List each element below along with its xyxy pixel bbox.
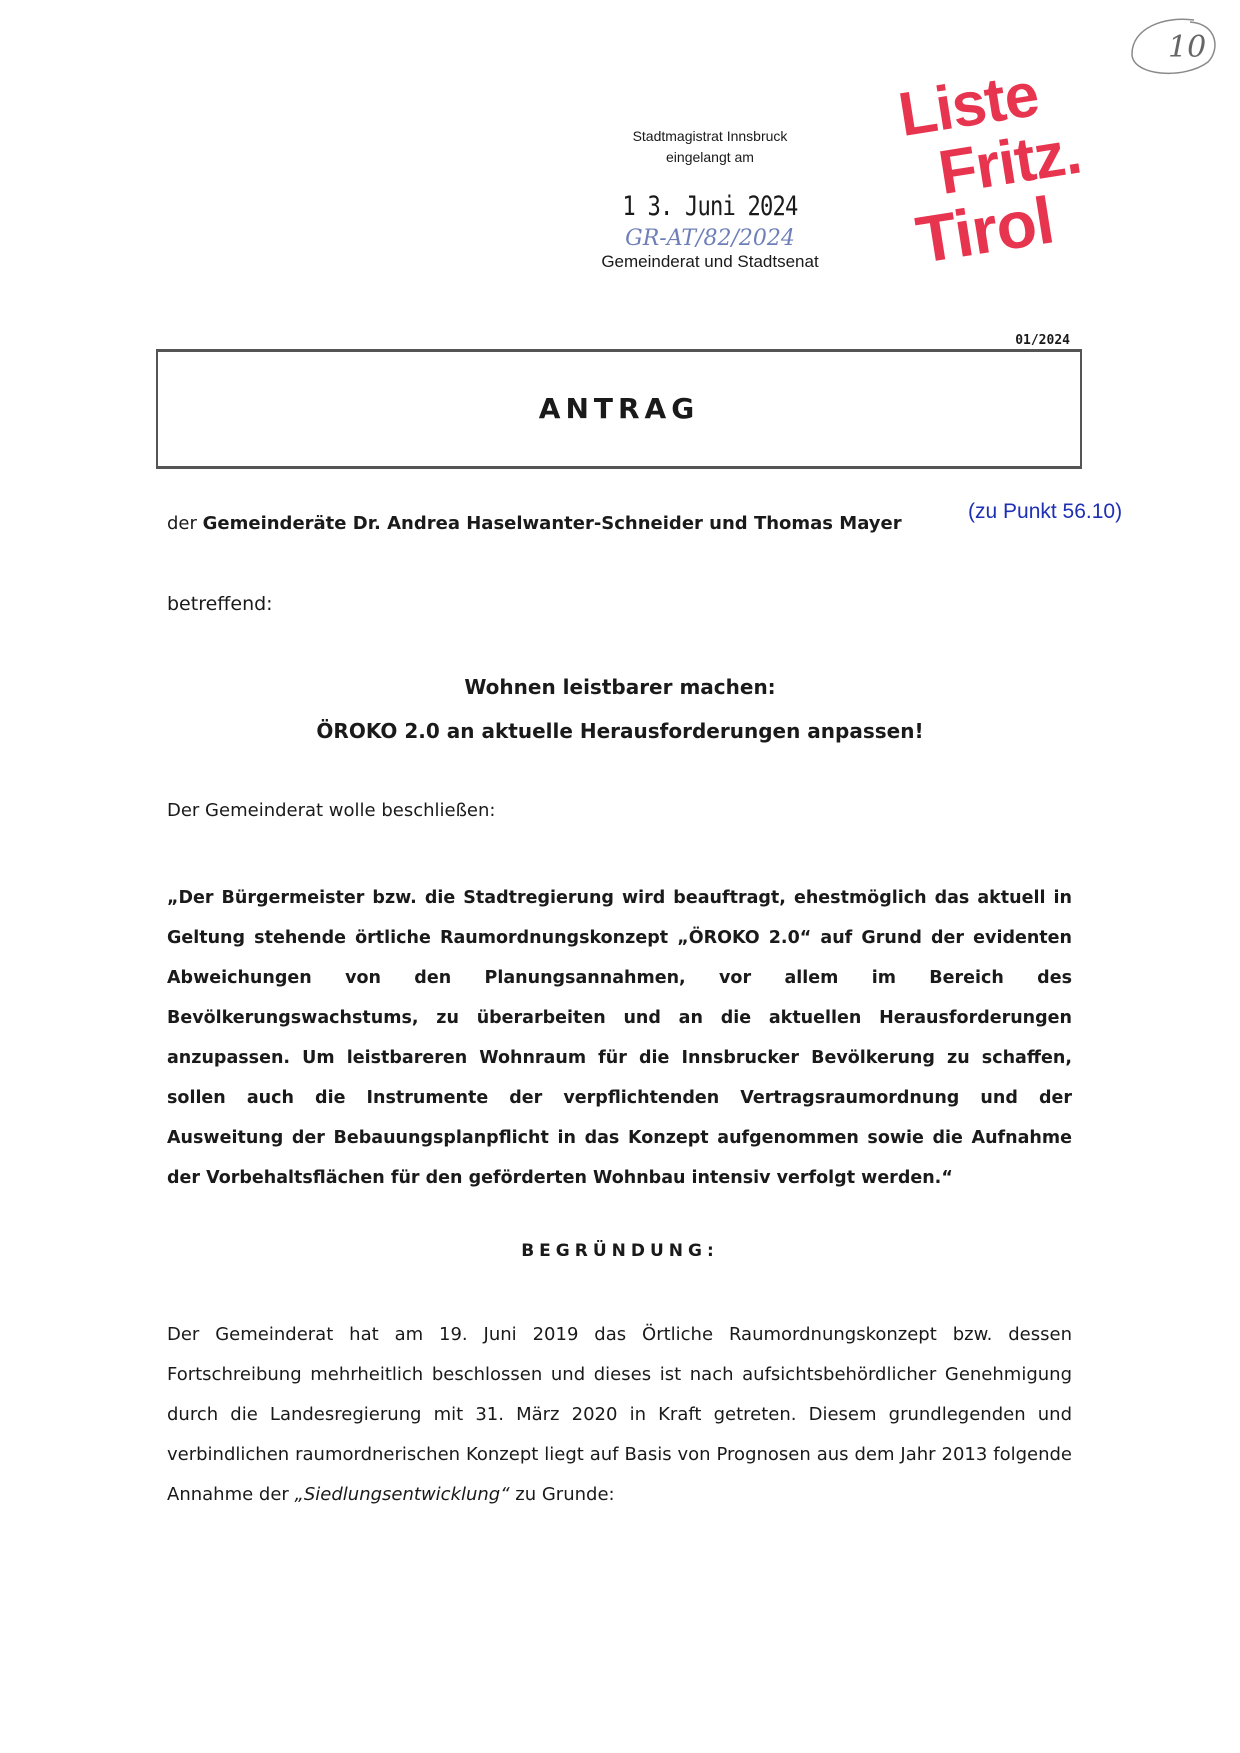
reasoning-text-after: zu Grunde:: [509, 1484, 615, 1505]
resolution-intro: Der Gemeinderat wolle beschließen:: [167, 800, 496, 821]
stamp-received-label: eingelangt am: [666, 149, 754, 165]
stamp-authority: Stadtmagistrat Innsbruck: [632, 128, 788, 144]
concerning-label: betreffend:: [167, 593, 273, 615]
logo-word-liste: Liste: [894, 60, 1043, 151]
reasoning-paragraph: [167, 1315, 1072, 1515]
agenda-reference: (zu Punkt 56.10): [968, 500, 1123, 523]
proposer-prefix: der: [167, 513, 203, 534]
logo-word-tirol: Tirol: [911, 182, 1058, 278]
stamp-department: Gemeinderat und Stadtsenat: [601, 252, 819, 271]
reasoning-heading: BEGRÜNDUNG:: [521, 1241, 719, 1261]
document-number: 01/2024: [1015, 333, 1070, 348]
handwritten-page-mark: [1124, 14, 1220, 82]
stamp-reference-handwritten: GR-AT/82/2024: [625, 226, 795, 251]
proposer-names: Gemeinderäte Dr. Andrea Haselwanter-Schneider und Thomas Mayer: [202, 513, 902, 534]
reasoning-emphasis: „Siedlungsentwicklung“: [294, 1484, 510, 1505]
page-mark-number: 10: [1168, 30, 1207, 65]
party-logo: [894, 60, 1165, 290]
reasoning-text-before: Der Gemeinderat hat am 19. Juni 2019 das Örtliche Raumordnungskonzept bzw. dessen Fortschreibung mehrheitlich beschlossen und dieses ist nach aufsichtsbehördlicher Genehmigung durch die Landesregierung mit 31. März 2020 in Kraft getreten. Diesem grundlegenden und verbindlichen raumordnerischen Konzept liegt auf Basis von Prognosen aus dem Jahr 2013 folgende Annahme der: [167, 1324, 1072, 1505]
motion-text: „Der Bürgermeister bzw. die Stadtregierung wird beauftragt, ehestmöglich das aktuell in Geltung stehende örtliche Raumordnungskonzept „ÖROKO 2.0“ auf Grund der evidenten Abweichungen von den Planungsannahmen, vor allem im Bereich des Bevölkerungswachstums, zu überarbeiten und an die aktuellen Herausforderungen anzupassen. Um leistbareren Wohnraum für die Innsbrucker Bevölkerung zu schaffen, sollen auch die Instrumente der verpflichtenden Vertragsraumordnung und der Ausweitung der Bebauungsplanpflicht in das Konzept aufgenommen sowie die Aufnahme der Vorbehaltsflächen für den geförderten Wohnbau intensiv verfolgt werden.“: [167, 888, 1072, 1188]
subject-line-2: ÖROKO 2.0 an aktuelle Herausforderungen anpassen!: [316, 719, 924, 743]
logo-word-fritz: Fritz.: [934, 117, 1086, 209]
document-title: ANTRAG: [538, 392, 700, 425]
proposer-line: [167, 513, 902, 534]
stamp-date: 1 3. Juni 2024: [622, 191, 798, 222]
subject-line-1: Wohnen leistbarer machen:: [464, 675, 776, 699]
